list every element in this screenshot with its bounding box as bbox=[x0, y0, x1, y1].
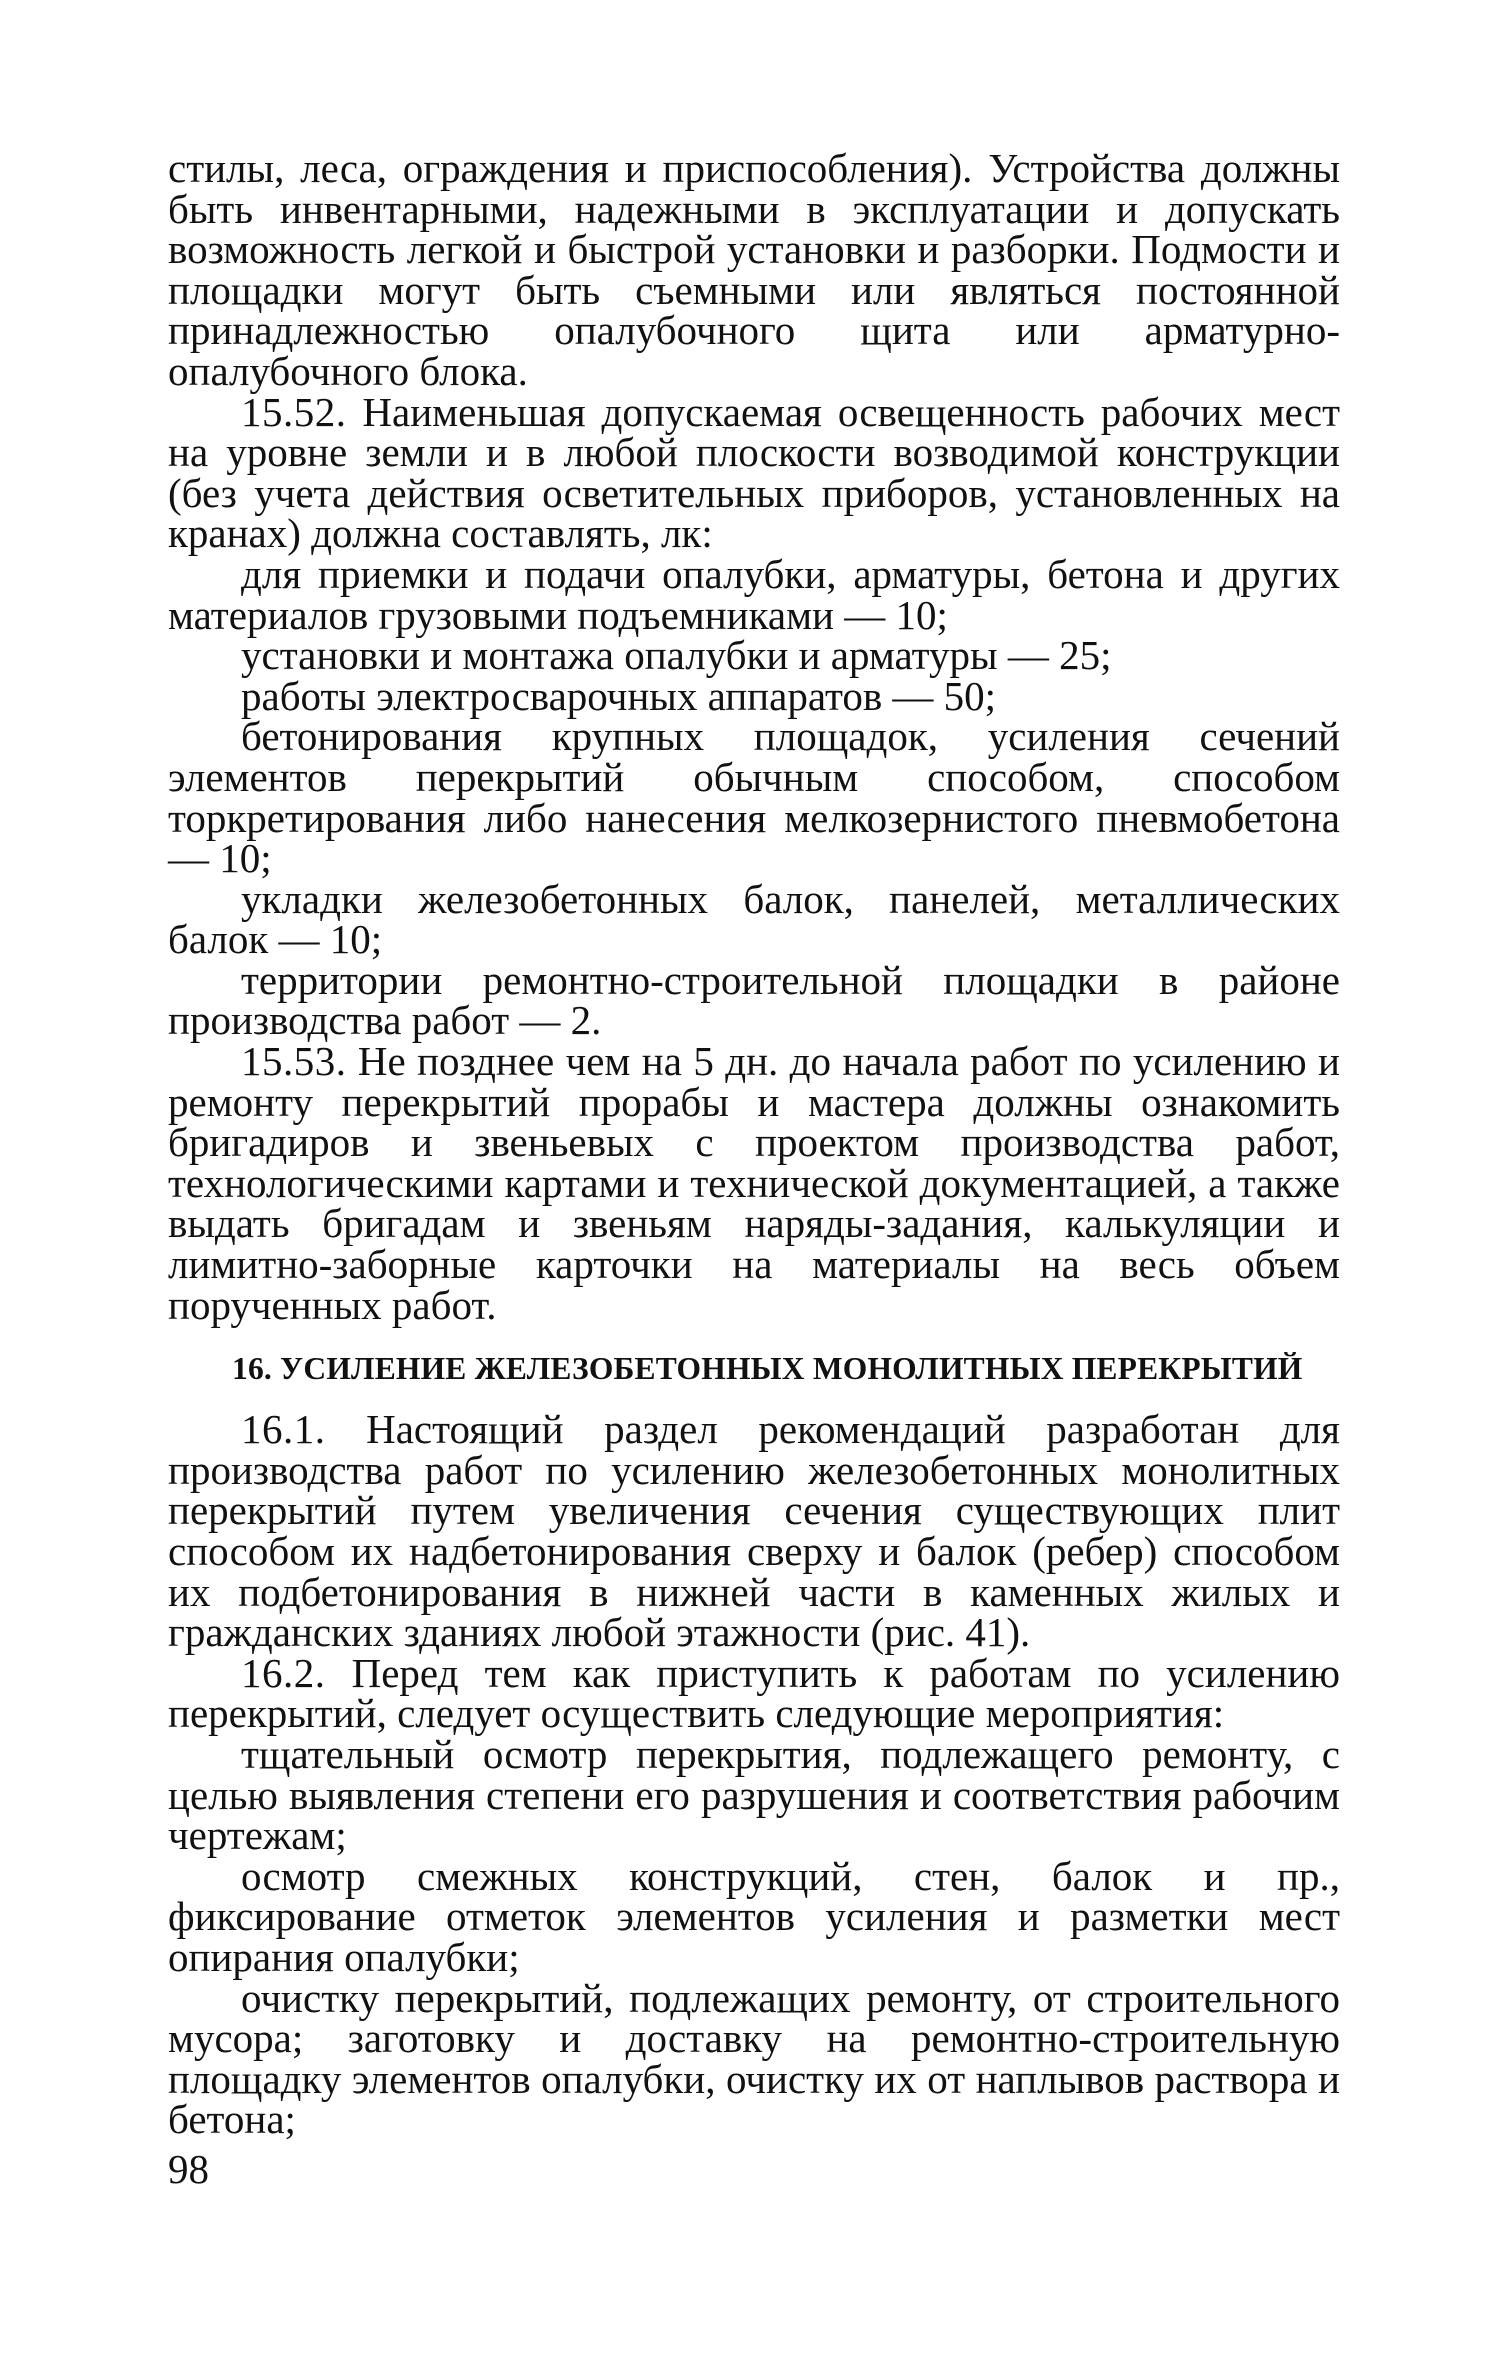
paragraph-number: 15.52. bbox=[241, 388, 347, 435]
list-item: осмотр смежных конструкций, стен, балок и пр., фиксирование отметок элементов усиления и разметки мест опирания опалубки; bbox=[168, 1852, 1340, 1980]
paragraph-15-53 bbox=[168, 1038, 1340, 1328]
paragraph-number: 16.2. bbox=[241, 1649, 326, 1696]
list-item: тщательный осмотр перекрытия, подлежащего ремонту, с целью выявления степени его разрушения и соответствия рабочим чертежам; bbox=[168, 1730, 1340, 1859]
page-number: 98 bbox=[168, 2146, 209, 2192]
section-heading: 16. УСИЛЕНИЕ ЖЕЛЕЗОБЕТОННЫХ МОНОЛИТНЫХ ПЕРЕКРЫТИЙ bbox=[232, 1351, 1303, 1387]
paragraph-number: 15.53. bbox=[241, 1038, 347, 1085]
list-item: для приемки и подачи опалубки, арматуры, бетона и других материалов грузовыми подъемниками — 10; bbox=[168, 550, 1340, 638]
paragraph-text: Перед тем как приступить к работам по усилению перекрытий, следует осуществить следующие мероприятия: bbox=[168, 1649, 1340, 1737]
paragraph-text: Настоящий раздел рекомендаций разработан для производства работ по усилению железобетонных монолитных перекрытий путем увеличения сечения существующих плит способом их надбетонирования сверху и балок (ребер) способом их подбетонирования в нижней части в каменных жилых и гражданских зданиях любой этажности (рис. 41). bbox=[168, 1406, 1340, 1656]
list-item: очистку перекрытий, подлежащих ремонту, от строительного мусора; заготовку и доставку на ремонтно-строительную площадку элементов опалубки, очистку их от наплывов раствора и бетона; bbox=[168, 1974, 1340, 2143]
list-item: установки и монтажа опалубки и арматуры — 25; bbox=[241, 632, 1112, 679]
paragraph-number: 16.1. bbox=[241, 1406, 326, 1453]
list-item: территории ремонтно-строительной площадки в районе производства работ — 2. bbox=[168, 956, 1340, 1044]
list-item: работы электросварочных аппаратов — 50; bbox=[241, 672, 997, 719]
paragraph-text: Не позднее чем на 5 дн. до начала работ по усилению и ремонту перекрытий прорабы и мастера должны ознакомить бригадиров и звеньевых с проектом производства работ, технологическими картами и технической документацией, а также выдать бригадам и звеньям наряды-задания, калькуляции и лимитно-заборные карточки на материалы на весь объем порученных работ. bbox=[168, 1038, 1340, 1328]
list-item: бетонирования крупных площадок, усиления сечений элементов перекрытий обычным способом, способом торкретирования либо нанесения мелкозернистого пневмобетона — 10; bbox=[168, 713, 1340, 882]
paragraph-text: Наименьшая допускаемая освещенность рабочих мест на уровне земли и в любой плоскости возводимой конструкции (без учета действия осветительных приборов, установленных на кранах) должна составлять, лк: bbox=[168, 388, 1341, 557]
paragraph-15-52 bbox=[168, 388, 1341, 557]
paragraph-16-1 bbox=[168, 1406, 1340, 1656]
opening-paragraph: стилы, леса, ограждения и приспособления). Устройства должны быть инвентарными, надежными в эксплуатации и допускать возможность легкой и быстрой установки и разборки. Подмости и площадки могут быть съемными или являться постоянной принадлежностью опалубочного щита или арматурно-опалубочного блока. bbox=[168, 145, 1340, 394]
paragraph-16-2 bbox=[168, 1649, 1340, 1737]
list-item: укладки железобетонных балок, панелей, металлических балок — 10; bbox=[168, 875, 1340, 963]
document-page bbox=[168, 145, 1341, 2143]
